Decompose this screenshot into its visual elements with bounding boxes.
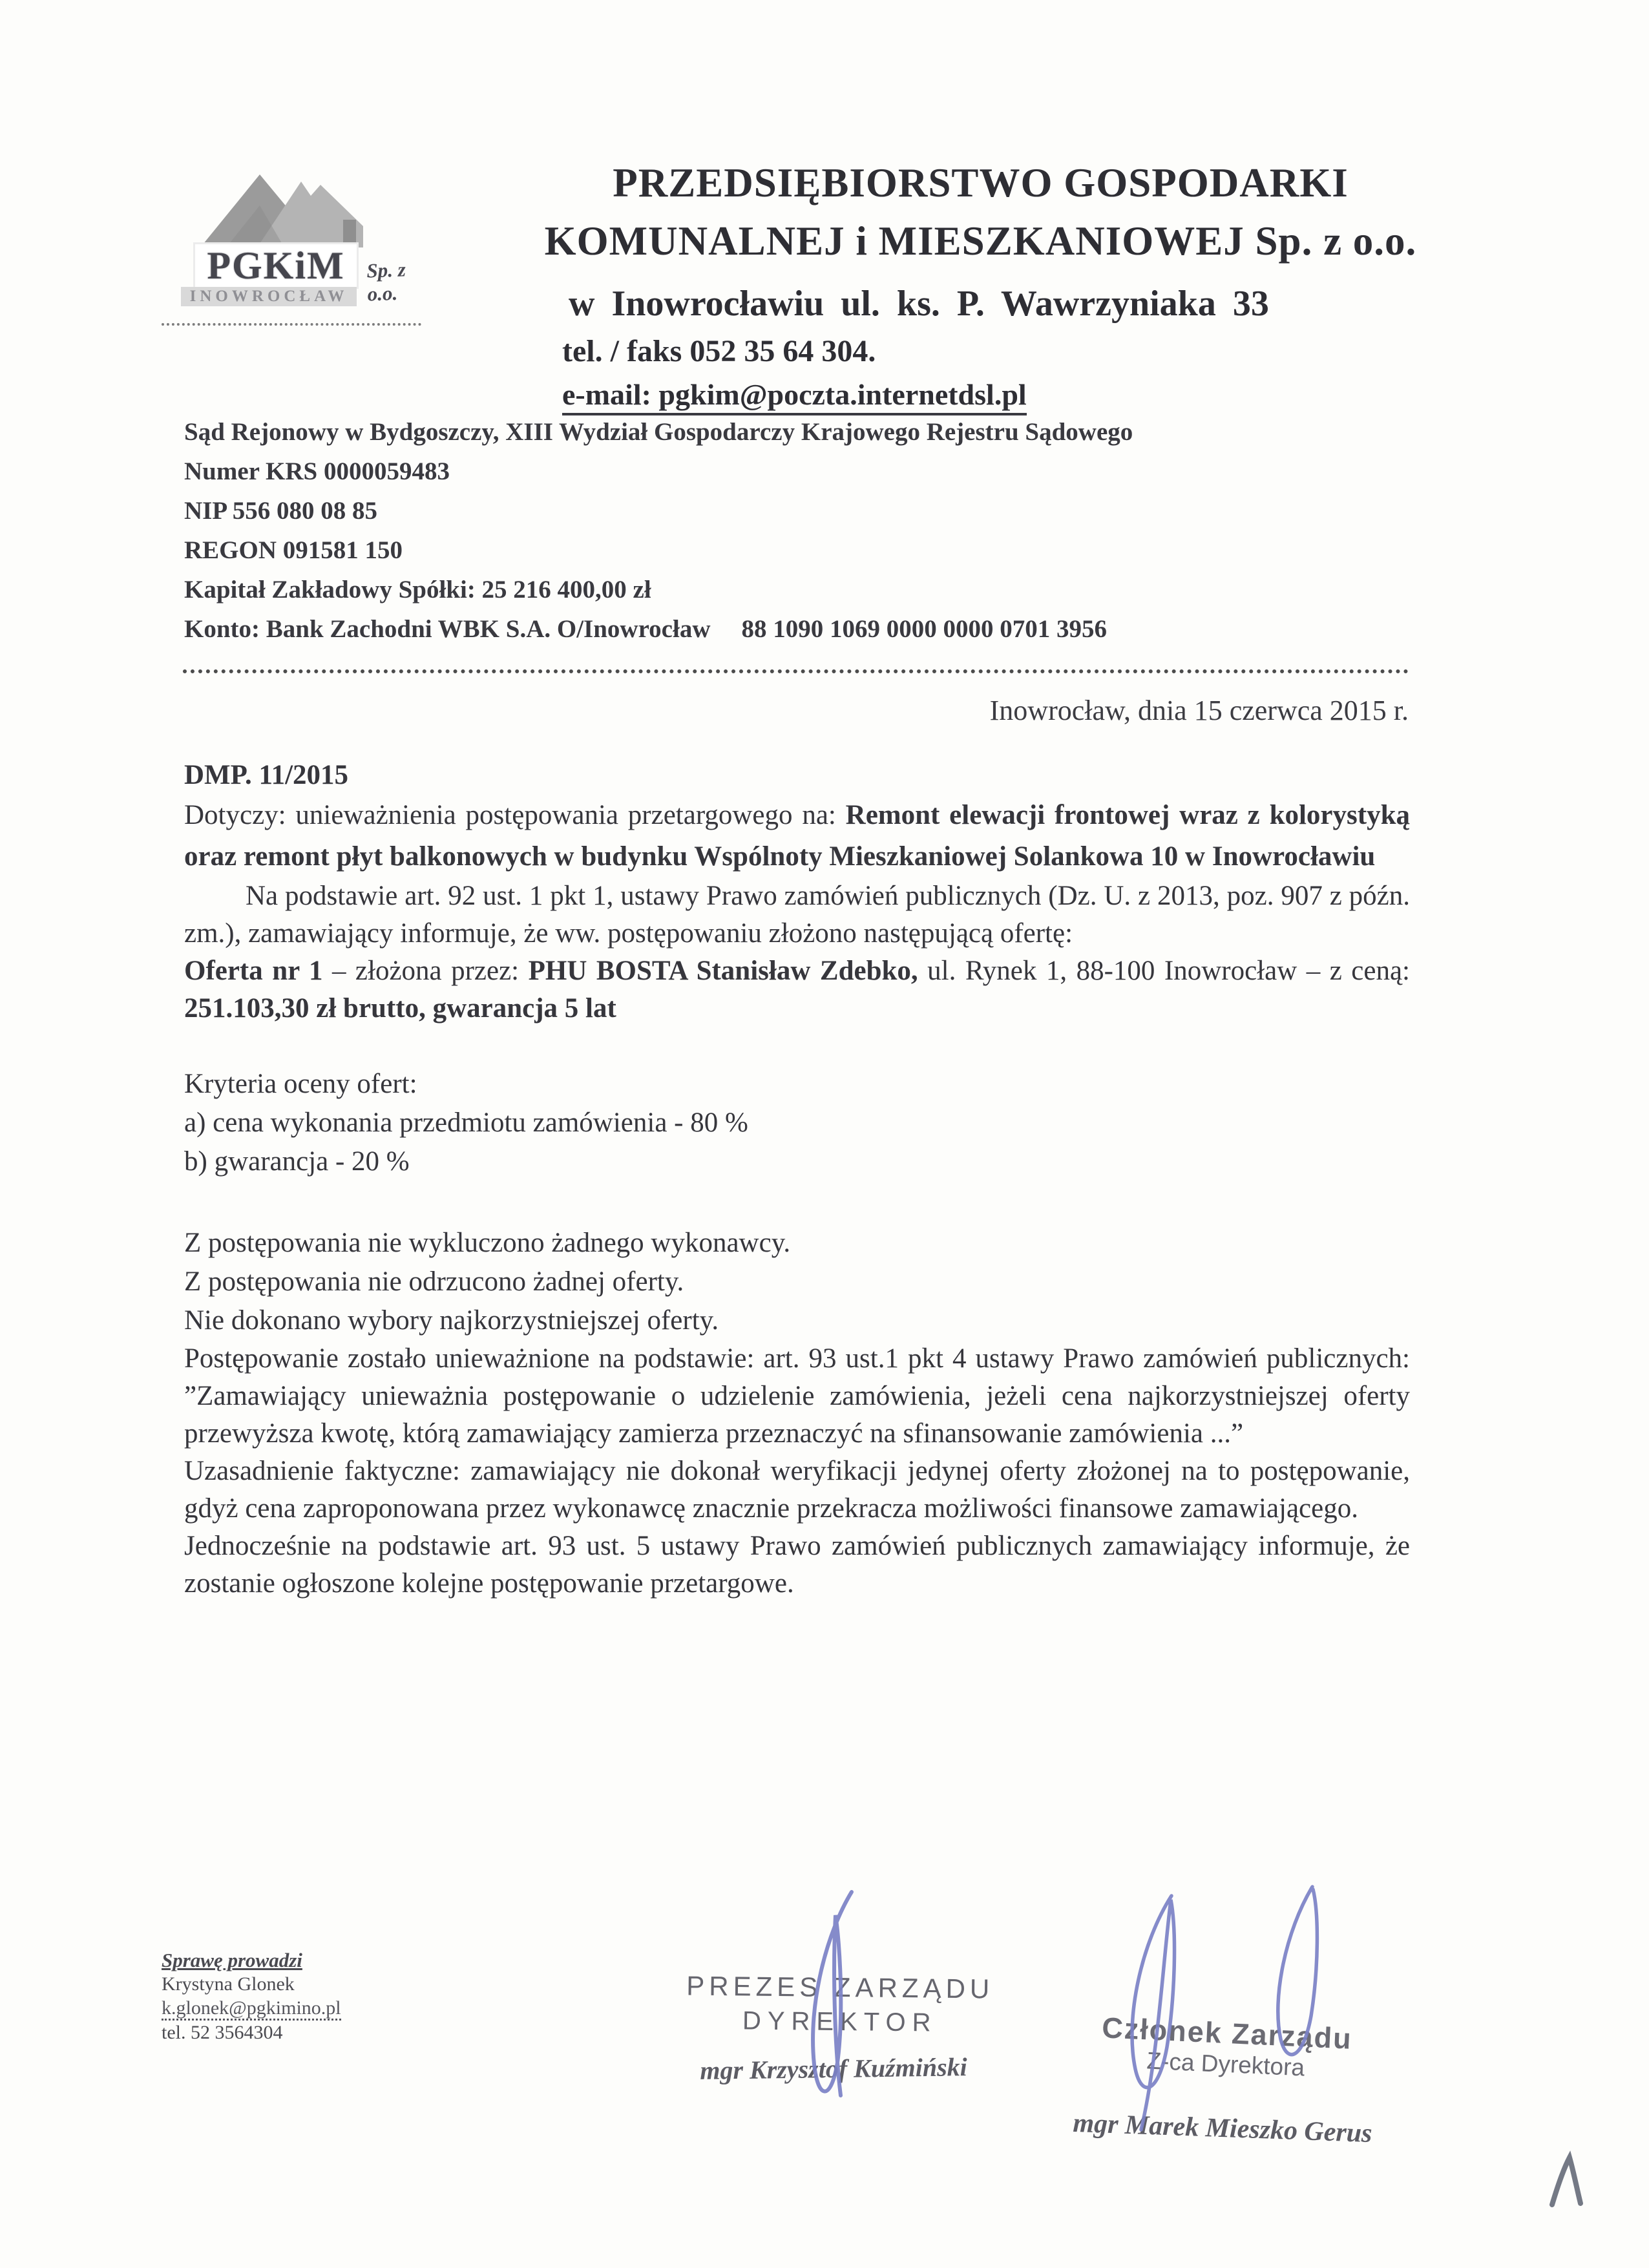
president-stamp bbox=[681, 1970, 998, 2038]
statement-no-rejection: Z postępowania nie odrzucono żadnej oferty. bbox=[184, 1266, 684, 1297]
annulment-paragraph: Postępowanie zostało unieważnione na podstawie: art. 93 ust.1 pkt 4 ustawy Prawo zamówień publicznych: ”Zamawiający unieważnia postępowanie o udzielenie zamówienia, jeżeli cena najkorzystniejszej oferty przewyższa kwotę, którą zamawiający zamierza przeznaczyć na sfinansowanie zamówienia ...” bbox=[184, 1343, 1410, 1449]
registry-account bbox=[184, 609, 1425, 649]
logo-suffix-text: Sp. z o.o. bbox=[366, 258, 406, 306]
handwritten-corner-mark bbox=[1552, 2158, 1581, 2205]
case-officer-name: Krystyna Glonek bbox=[162, 1973, 295, 1995]
registry-regon: REGON 091581 150 bbox=[184, 536, 403, 564]
board-member-stamp-name: mgr Marek Mieszko Gerus bbox=[1072, 2108, 1373, 2149]
offer-run1: – złożona przez: bbox=[322, 956, 529, 986]
registry-nip: NIP 556 080 08 85 bbox=[184, 497, 378, 525]
criteria-title: Kryteria oceny ofert: bbox=[184, 1069, 417, 1099]
justification-paragraph: Uzasadnienie faktyczne: zamawiający nie dokonał weryfikacji jedynej oferty złożonej na to postępowanie, gdyż cena zaproponowana przez wykonawcę znacznie przekracza możliwości finansowe zamawiającego. bbox=[184, 1456, 1410, 1524]
case-officer-label: Sprawę prowadzi bbox=[162, 1949, 302, 1971]
letterhead bbox=[540, 162, 1422, 411]
case-officer-block bbox=[162, 1948, 498, 2044]
company-email bbox=[540, 379, 1422, 411]
logo-brand-text: PGKiM bbox=[207, 244, 345, 287]
president-stamp-name: mgr Krzysztof Kuźmiński bbox=[699, 2052, 968, 2085]
offer-run2: ul. Rynek 1, 88-100 Inowrocław – z ceną: bbox=[918, 956, 1410, 986]
case-officer-email: k.glonek@pgkimino.pl bbox=[162, 1997, 341, 2021]
criteria-section bbox=[184, 1065, 1410, 1181]
president-stamp-subtitle: DYREKTOR bbox=[742, 2006, 938, 2037]
dotted-separator bbox=[183, 669, 1409, 673]
date-line: Inowrocław, dnia 15 czerwca 2015 r. bbox=[989, 695, 1409, 726]
statements-section bbox=[184, 1224, 1410, 1340]
company-phone: tel. / faks 052 35 64 304. bbox=[562, 334, 876, 368]
registry-account-label: Konto: Bank Zachodni WBK S.A. O/Inowrocław bbox=[184, 615, 711, 643]
registry-block bbox=[184, 412, 1425, 649]
board-member-stamp-title: Członek Zarządu bbox=[1101, 2011, 1353, 2055]
statement-no-selection: Nie dokonano wybory najkorzystniejszej oferty. bbox=[184, 1305, 719, 1336]
company-address: w Inowrocławiu ul. ks. P. Wawrzyniaka 33 bbox=[569, 284, 1269, 324]
subject-title: Remont elewacji frontowej wraz z kolorystyką oraz remont płyt balkonowych w budynku Wspólnoty Mieszkaniowej Solankowa 10 w Inowrocławiu bbox=[184, 800, 1410, 872]
subject-line bbox=[184, 795, 1410, 877]
company-name-line1: PRZEDSIĘBIORSTWO GOSPODARKI bbox=[613, 160, 1349, 205]
reference-number: DMP. 11/2015 bbox=[184, 760, 349, 790]
registry-capital: Kapitał Zakładowy Spółki: 25 216 400,00 zł bbox=[184, 576, 651, 604]
logo-brand-box bbox=[195, 244, 357, 287]
registry-account-number: 88 1090 1069 0000 0000 0701 3956 bbox=[741, 615, 1107, 643]
board-member-stamp-subtitle: Z-ca Dyrektora bbox=[1146, 2047, 1305, 2081]
offer-price: 251.103,30 zł brutto, gwarancja 5 lat bbox=[184, 993, 616, 1024]
registry-court: Sąd Rejonowy w Bydgoszczy, XIII Wydział Gospodarczy Krajowego Rejestru Sądowego bbox=[184, 418, 1133, 446]
offer-number: Oferta nr 1 bbox=[184, 956, 323, 986]
company-name-line2: KOMUNALNEJ i MIESZKANIOWEJ Sp. z o.o. bbox=[544, 218, 1417, 264]
board-member-stamp bbox=[1077, 2011, 1376, 2085]
logo-city-text: INOWROCŁAW bbox=[181, 287, 357, 306]
company-email-text: e-mail: pgkim@poczta.internetdsl.pl bbox=[562, 378, 1027, 415]
offer-paragraph bbox=[184, 952, 1410, 1027]
intro-paragraph: Na podstawie art. 92 ust. 1 pkt 1, ustawy Prawo zamówień publicznych (Dz. U. z 2013, poz. 907 z późn. zm.), zamawiający informuje, że ww. postępowaniu złożono następującą ofertę: bbox=[184, 881, 1410, 949]
criteria-item-a: a) cena wykonania przedmiotu zamówienia - 80 % bbox=[184, 1108, 748, 1138]
offer-contractor: PHU BOSTA Stanisław Zdebko, bbox=[528, 956, 918, 986]
company-logo bbox=[162, 160, 421, 326]
letter-body bbox=[184, 756, 1410, 1602]
registry-krs: Numer KRS 0000059483 bbox=[184, 457, 450, 485]
subject-prefix: Dotyczy: unieważnienia postępowania przetargowego na: bbox=[184, 800, 846, 830]
criteria-item-b: b) gwarancja - 20 % bbox=[184, 1146, 410, 1177]
president-stamp-title: PREZES ZARZĄDU bbox=[686, 1970, 994, 2004]
statement-no-exclusion: Z postępowania nie wykluczono żadnego wykonawcy. bbox=[184, 1228, 791, 1258]
case-officer-phone: tel. 52 3564304 bbox=[162, 2022, 283, 2043]
next-procedure-paragraph: Jednocześnie na podstawie art. 93 ust. 5 ustawy Prawo zamówień publicznych zamawiający informuje, że zostanie ogłoszone kolejne postępowanie przetargowe. bbox=[184, 1531, 1410, 1599]
